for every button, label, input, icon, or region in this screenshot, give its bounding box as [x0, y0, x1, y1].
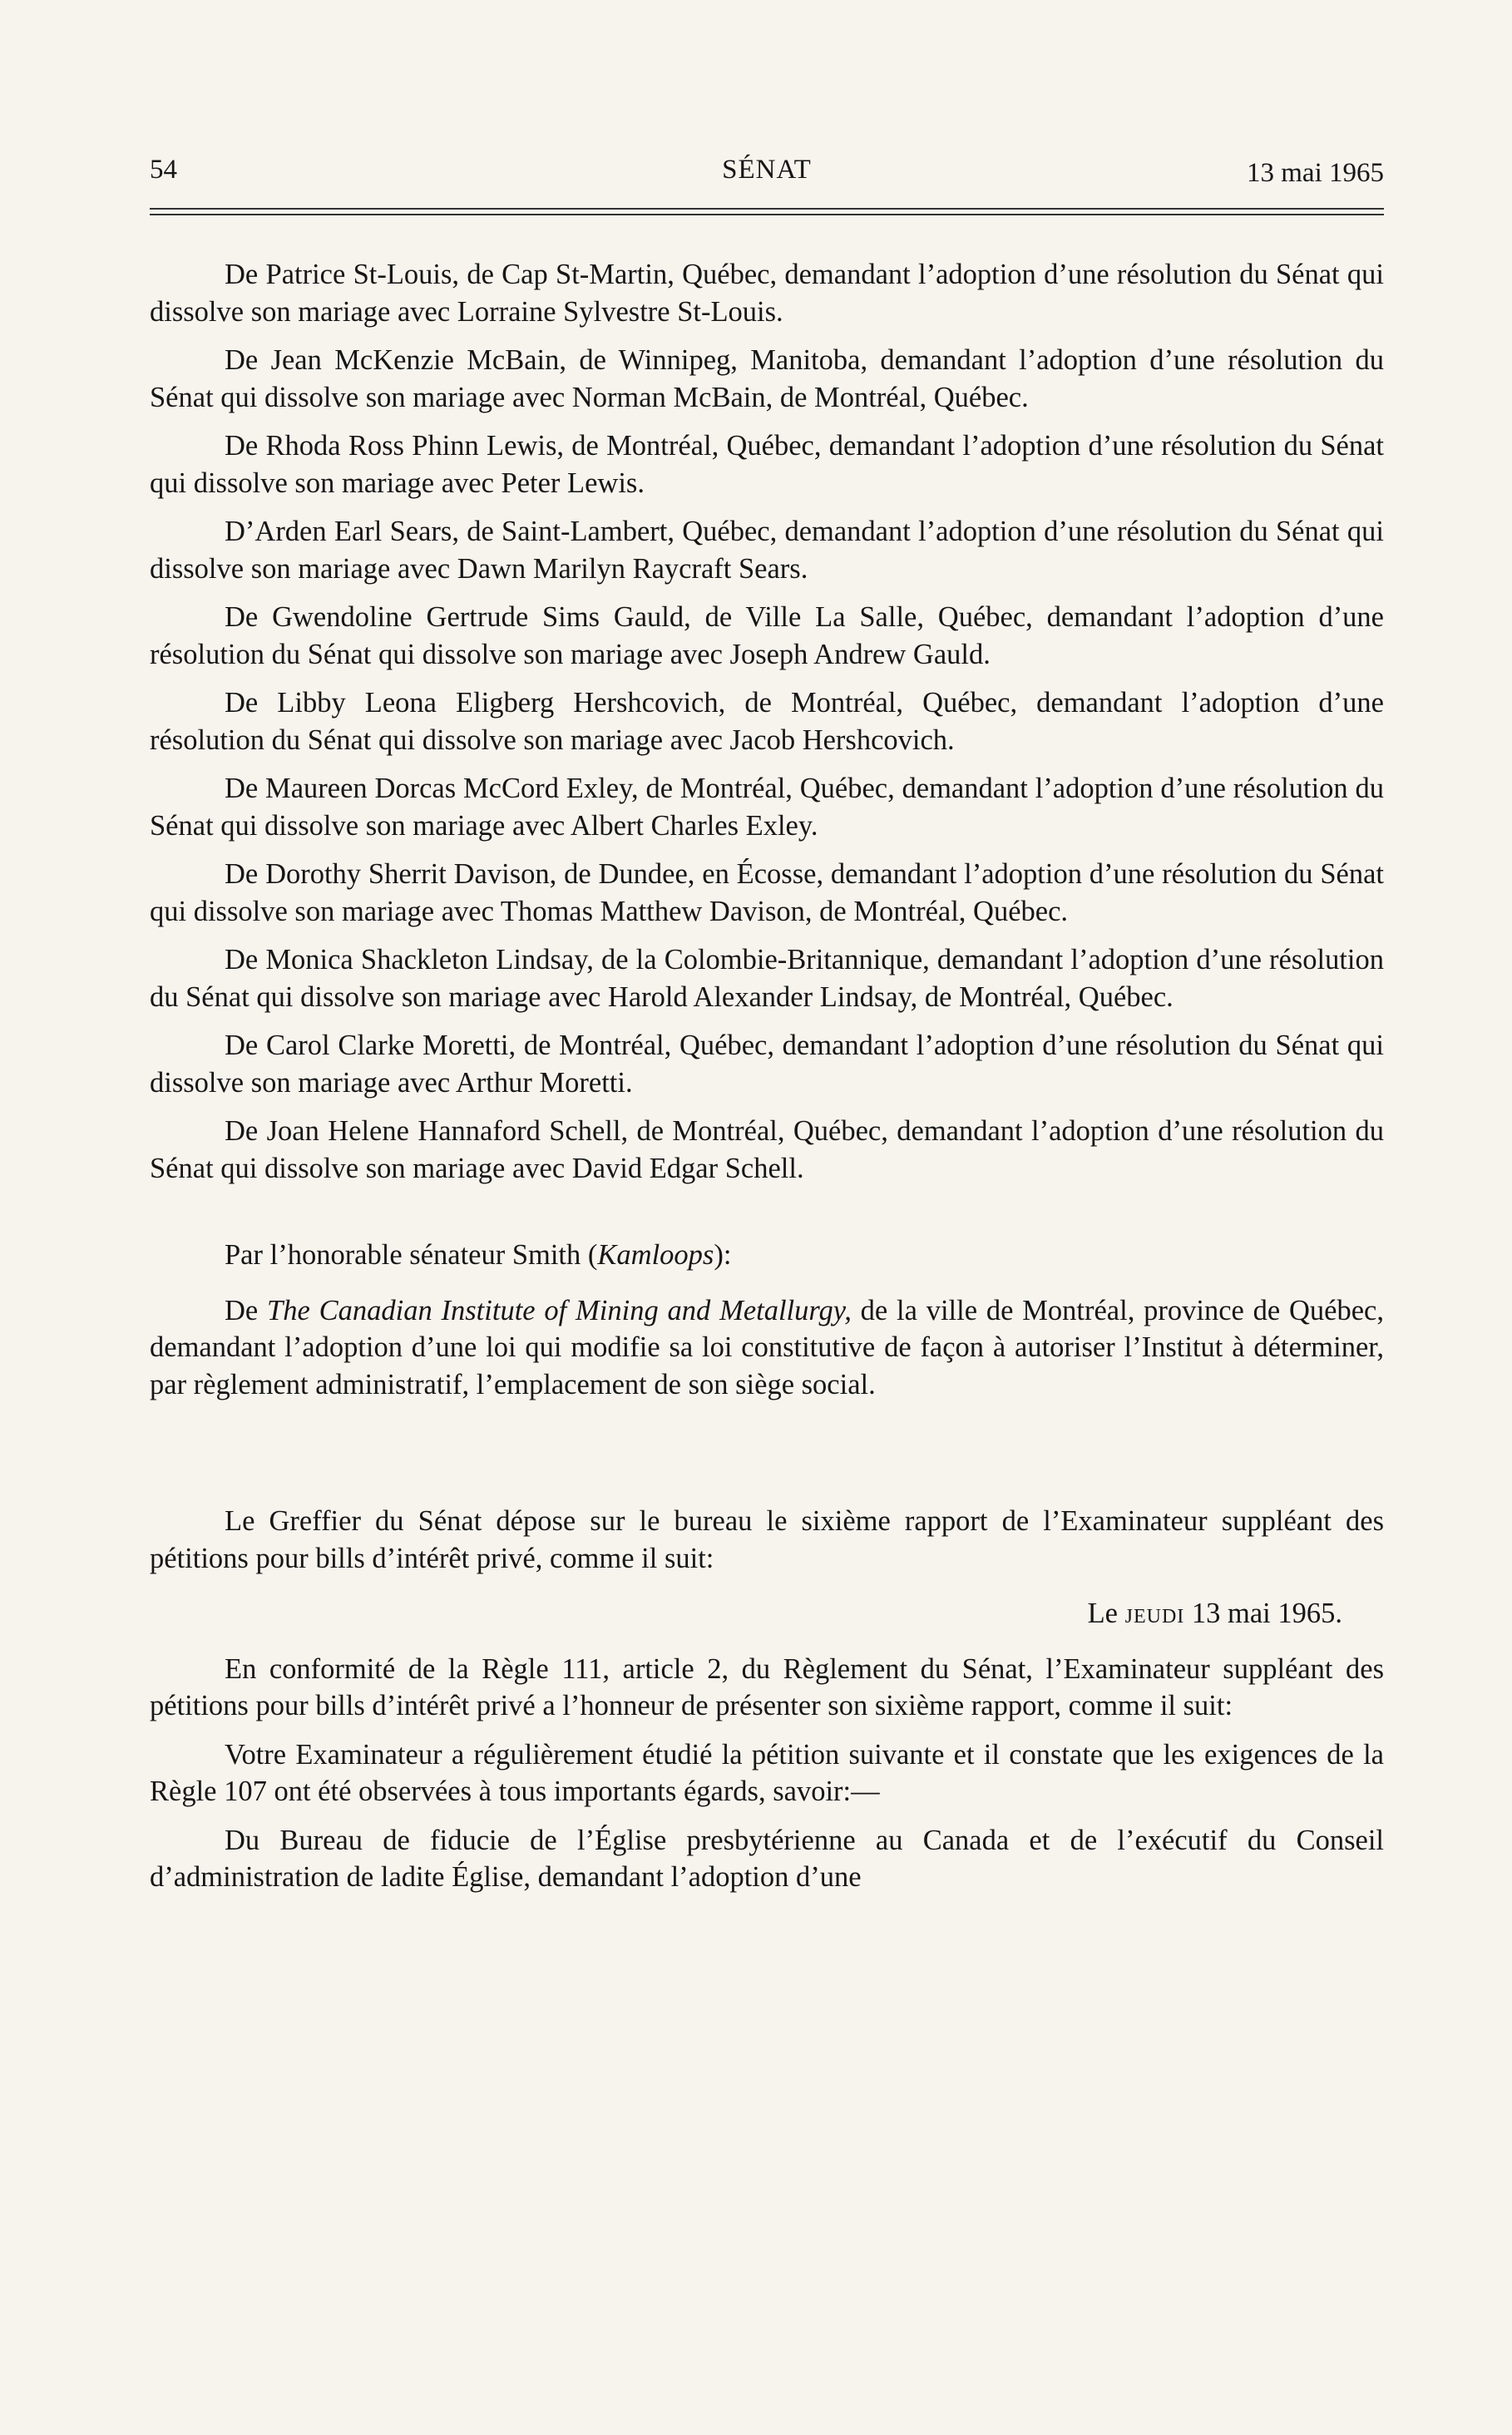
page-number: 54: [150, 155, 177, 185]
report-date-value: 13 mai 1965.: [1184, 1598, 1342, 1629]
petition-paragraph: De Monica Shackleton Lindsay, de la Colombie-Britannique, demandant l’adoption d’une résolution du Sénat qui dissolve son mariage avec Harold Alexander Lindsay, de Montréal, Québec.: [150, 944, 1384, 1013]
report-paragraph: Votre Examinateur a régulièrement étudié la pétition suivante et il constate que les exigences de la Règle 107 ont été observées à tous importants égards, savoir:—: [150, 1738, 1384, 1807]
petition-paragraph: De Maureen Dorcas McCord Exley, de Montréal, Québec, demandant l’adoption d’une résolution du Sénat qui dissolve son mariage avec Albert Charles Exley.: [150, 773, 1384, 842]
petition-paragraph: De Patrice St-Louis, de Cap St-Martin, Québec, demandant l’adoption d’une résolution du Sénat qui dissolve son mariage avec Lorraine Sylvestre St-Louis.: [150, 259, 1384, 328]
institute-petition: [150, 1292, 1384, 1404]
intro-riding: Kamloops: [597, 1239, 714, 1271]
page-body: [150, 256, 1384, 1908]
petition-paragraph: De Carol Clarke Moretti, de Montréal, Québec, demandant l’adoption d’une résolution du Sénat qui dissolve son mariage avec Arthur Moretti.: [150, 1030, 1384, 1099]
report-paragraph: Du Bureau de fiducie de l’Église presbytérienne au Canada et de l’exécutif du Conseil d’administration de ladite Église, demandant l’adoption d’une: [150, 1824, 1384, 1893]
petition-paragraph: De Jean McKenzie McBain, de Winnipeg, Manitoba, demandant l’adoption d’une résolution du Sénat qui dissolve son mariage avec Norman McBain, de Montréal, Québec.: [150, 344, 1384, 413]
institute-rest: de la ville de Montréal, province de Québec, demandant l’adoption d’une loi qui modifie sa loi constitutive de façon à autoriser l’Institut à déterminer, par règlement administratif, l’emplacement de son siège social.: [150, 1294, 1384, 1400]
intro-text: Par l’honorable sénateur Smith (: [225, 1239, 598, 1271]
header-rule-top: [150, 208, 1384, 210]
petition-paragraph: De Libby Leona Eligberg Hershcovich, de Montréal, Québec, demandant l’adoption d’une résolution du Sénat qui dissolve son mariage avec Jacob Hershcovich.: [150, 687, 1384, 756]
running-title: SÉNAT: [722, 155, 812, 185]
petition-paragraph: De Gwendoline Gertrude Sims Gauld, de Ville La Salle, Québec, demandant l’adoption d’une résolution du Sénat qui dissolve son mariage avec Joseph Andrew Gauld.: [150, 601, 1384, 670]
greffier-paragraph: Le Greffier du Sénat dépose sur le bureau le sixième rapport de l’Examinateur suppléant des pétitions pour bills d’intérêt privé, comme il suit:: [150, 1505, 1384, 1574]
header-date: 13 mai 1965: [1247, 158, 1384, 188]
report-weekday: jeudi: [1124, 1598, 1185, 1629]
petition-paragraph: De Joan Helene Hannaford Schell, de Montréal, Québec, demandant l’adoption d’une résolution du Sénat qui dissolve son mariage avec David Edgar Schell.: [150, 1115, 1384, 1184]
senator-smith-intro: [150, 1237, 1384, 1274]
report-paragraph: En conformité de la Règle 111, article 2, du Règlement du Sénat, l’Examinateur suppléant des pétitions pour bills d’intérêt privé a l’honneur de présenter son sixième rapport, comme il suit:: [150, 1652, 1384, 1721]
petition-paragraph: D’Arden Earl Sears, de Saint-Lambert, Québec, demandant l’adoption d’une résolution du Sénat qui dissolve son mariage avec Dawn Marilyn Raycraft Sears.: [150, 516, 1384, 585]
report-date: [150, 1595, 1384, 1632]
header-rule-bottom: [150, 214, 1384, 215]
institute-name: The Canadian Institute of Mining and Metallurgy,: [267, 1294, 852, 1326]
institute-lead: De: [225, 1294, 268, 1326]
intro-close: ):: [714, 1239, 732, 1271]
report-date-prefix: Le: [1087, 1598, 1125, 1629]
petition-paragraph: De Dorothy Sherrit Davison, de Dundee, en Écosse, demandant l’adoption d’une résolution du Sénat qui dissolve son mariage avec Thomas Matthew Davison, de Montréal, Québec.: [150, 858, 1384, 927]
page-header: [150, 155, 1384, 196]
petition-paragraph: De Rhoda Ross Phinn Lewis, de Montréal, Québec, demandant l’adoption d’une résolution du Sénat qui dissolve son mariage avec Peter Lewis.: [150, 430, 1384, 499]
